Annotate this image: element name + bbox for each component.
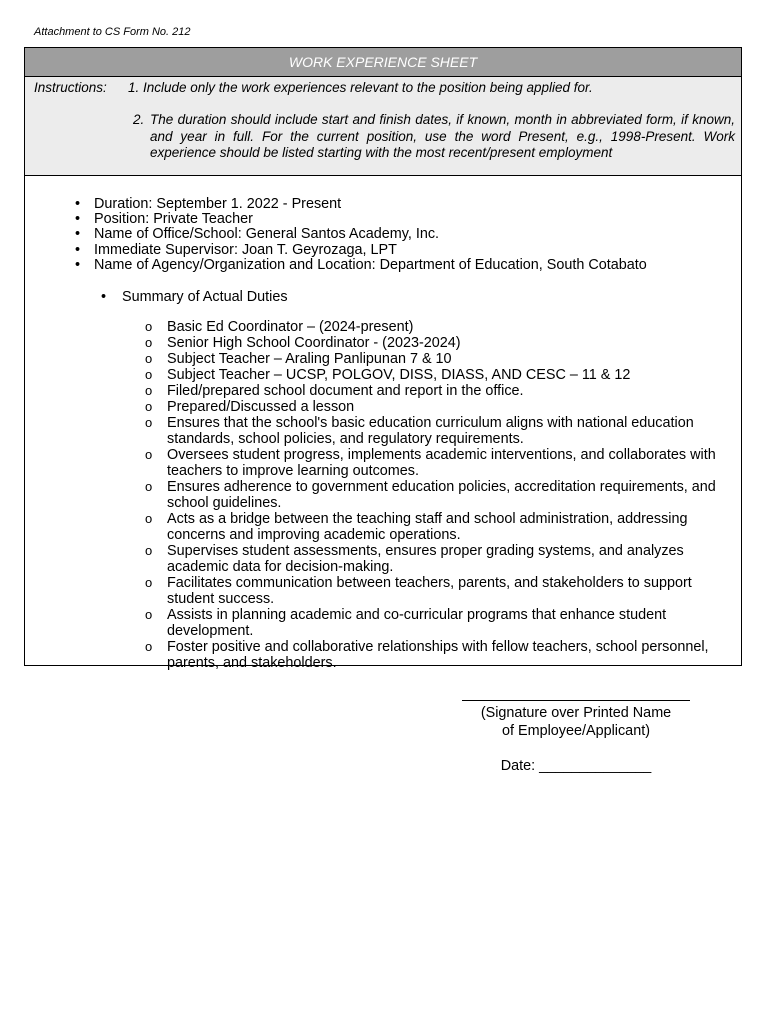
duty-item: o Foster positive and collaborative relationships with fellow teachers, school personnel, parents, and stakeholders. <box>143 639 737 671</box>
duty-item: o Prepared/Discussed a lesson <box>143 399 737 415</box>
date-field: Date: ______________ <box>500 758 652 774</box>
signature-block <box>462 700 690 774</box>
duties-list <box>143 319 737 671</box>
duty-item: o Senior High School Coordinator - (2023-2024) <box>143 335 737 351</box>
signature-line <box>462 700 690 701</box>
duty-item: o Filed/prepared school document and report in the office. <box>143 383 737 399</box>
duty-item: o Facilitates communication between teachers, parents, and stakeholders to support student success. <box>143 575 737 607</box>
summary-heading <box>99 289 288 305</box>
duty-item: o Acts as a bridge between the teaching staff and school administration, addressing concerns and improving academic operations. <box>143 511 737 543</box>
duty-item: o Ensures adherence to government education policies, accreditation requirements, and school guidelines. <box>143 479 737 511</box>
work-experience-sheet <box>24 47 742 671</box>
duty-item: o Assists in planning academic and co-curricular programs that enhance student development. <box>143 607 737 639</box>
detail-office: • Name of Office/School: General Santos Academy, Inc. <box>73 227 647 242</box>
duty-item: o Oversees student progress, implements academic interventions, and collaborates with teachers to improve learning outcomes. <box>143 447 737 479</box>
signature-caption-line-2: of Employee/Applicant) <box>502 723 650 739</box>
instruction-item-2-text: The duration should include start and finish dates, if known, month in abbreviated form, if known, and year in full. For the current position, use the word Present, e.g., 1998-Present. Work experience should be listed starting with the most recent/present employment <box>150 112 735 160</box>
instruction-item-1: 1. Include only the work experiences relevant to the position being applied for. <box>128 80 593 95</box>
instruction-item-2 <box>133 112 735 162</box>
instructions-panel <box>25 77 741 176</box>
summary-heading-text: Summary of Actual Duties <box>122 289 288 305</box>
duty-item: o Supervises student assessments, ensures proper grading systems, and analyzes academic data for decision-making. <box>143 543 737 575</box>
summary-bullet: • <box>101 289 107 305</box>
detail-position: • Position: Private Teacher <box>73 212 647 227</box>
instruction-item-2-number: 2. <box>133 112 145 127</box>
detail-duration: • Duration: September 1. 2022 - Present <box>73 197 647 212</box>
sheet-title: WORK EXPERIENCE SHEET <box>25 48 741 77</box>
duty-item: o Subject Teacher – UCSP, POLGOV, DISS, DIASS, AND CESC – 11 & 12 <box>143 367 737 383</box>
duty-item: o Ensures that the school's basic education curriculum aligns with national education standards, school policies, and regulatory requirements. <box>143 415 737 447</box>
detail-supervisor: • Immediate Supervisor: Joan T. Geyrozaga, LPT <box>73 243 647 258</box>
instructions-label: Instructions: <box>34 80 107 95</box>
duty-item: o Basic Ed Coordinator – (2024-present) <box>143 319 737 335</box>
signature-caption-line-1: (Signature over Printed Name <box>480 705 672 721</box>
form-attachment-label: Attachment to CS Form No. 212 <box>34 26 191 38</box>
duty-item: o Subject Teacher – Araling Panlipunan 7 & 10 <box>143 351 737 367</box>
detail-agency: • Name of Agency/Organization and Location: Department of Education, South Cotabato <box>73 258 647 273</box>
experience-details-list <box>73 197 647 273</box>
